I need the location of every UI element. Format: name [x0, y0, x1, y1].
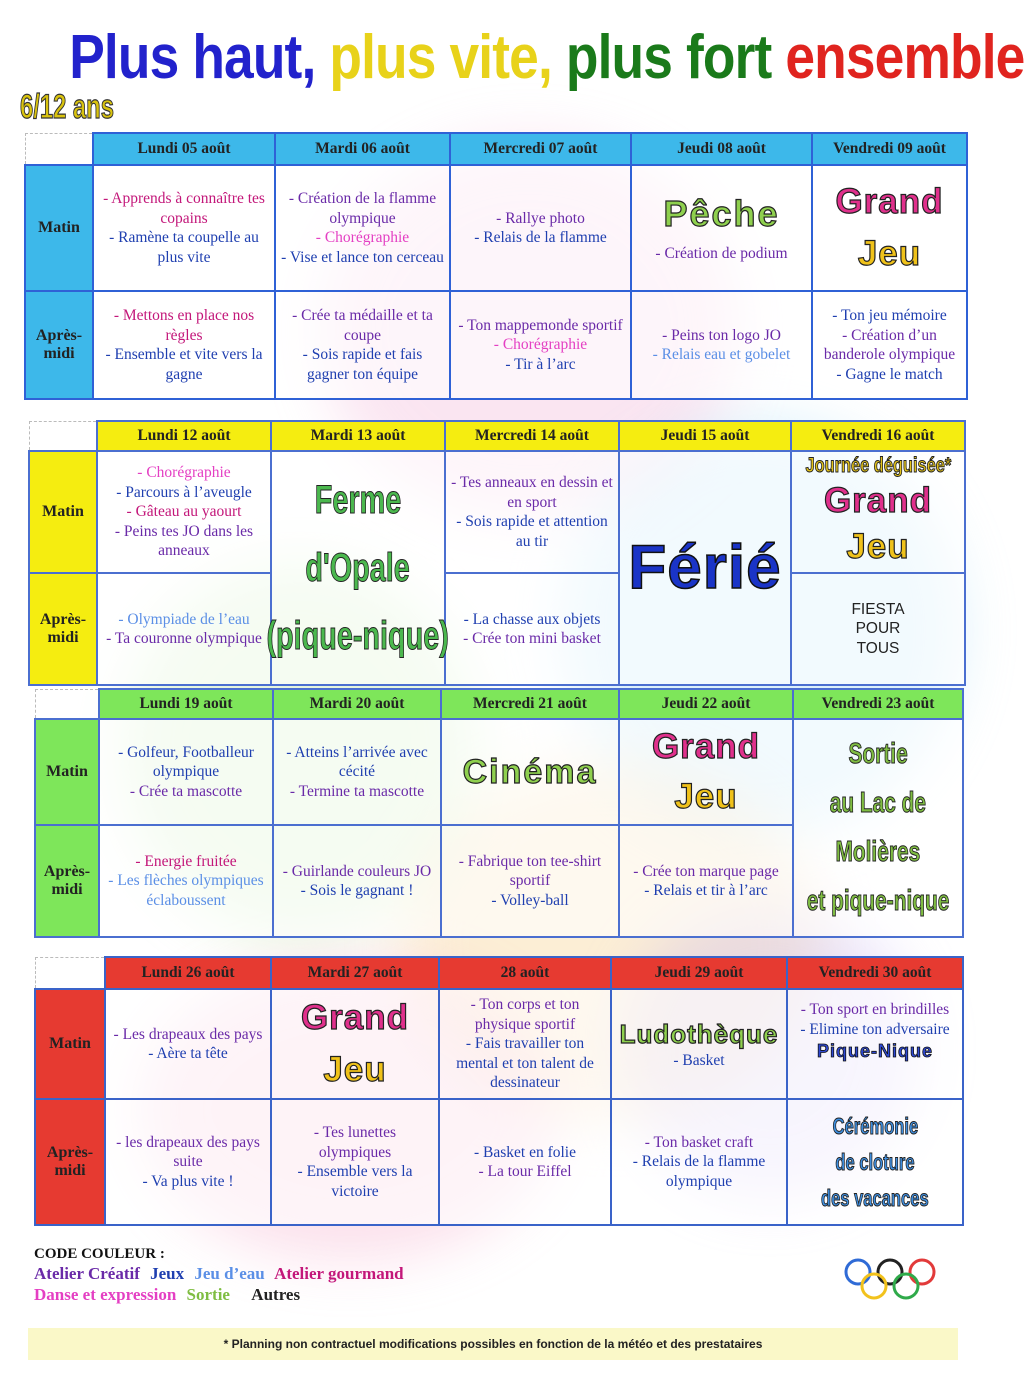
ceremonie-cell	[787, 1099, 963, 1225]
ludotheque-cell	[611, 989, 787, 1099]
row-label-matin: Matin	[29, 451, 97, 573]
activity-item: - Elimine ton adversaire	[800, 1020, 950, 1038]
activity-cell	[450, 165, 631, 291]
ferie-cell	[619, 451, 791, 685]
day-header: Vendredi 16 août	[791, 421, 965, 451]
activity-cell	[611, 1099, 787, 1225]
activity-cell	[445, 573, 619, 685]
day-header: Jeudi 22 août	[619, 689, 793, 719]
activity-item: - Rallye photo	[496, 209, 585, 227]
day-header: Lundi 05 août	[93, 133, 275, 165]
activity-item: - Relais eau et gobelet	[652, 346, 791, 363]
day-header: Jeudi 08 août	[631, 133, 812, 165]
activity-item: - Ramène ta coupelle au plus vite	[109, 229, 259, 266]
activity-item: - Relais et tir à l’arc	[644, 882, 768, 899]
activity-cell	[619, 825, 793, 937]
row-label-matin: Matin	[35, 989, 105, 1099]
activity-item: - Fabrique ton tee-shirt sportif	[458, 852, 602, 890]
activity-item: - Les drapeaux des pays	[113, 1025, 263, 1043]
fiesta-label-3: TOUS	[856, 639, 900, 657]
day-header: Lundi 26 août	[105, 957, 271, 989]
activity-item: - Gâteau au yaourt	[126, 503, 242, 521]
activity-item: - Tir à l’arc	[505, 355, 576, 373]
week-4-table	[34, 956, 964, 1226]
activity-item: - Basket en folie	[473, 1143, 576, 1161]
day-header: Jeudi 15 août	[619, 421, 791, 451]
activity-item: - Relais de la flamme olympique	[632, 1153, 766, 1190]
day-header: Vendredi 23 août	[793, 689, 963, 719]
row-label-matin: Matin	[35, 719, 99, 825]
activity-cell	[812, 291, 967, 399]
legend-autres: Autres	[251, 1285, 301, 1304]
activity-cell	[273, 825, 441, 937]
activity-item: - Gagne le match	[836, 365, 943, 383]
activity-item: - Sois rapide et fais gagner ton équipe	[302, 346, 423, 383]
activity-item: - Création de la flamme olympique	[288, 190, 437, 227]
activity-item: - Mettons en place nos règles	[113, 307, 255, 344]
activity-cell	[93, 165, 275, 291]
activity-item: - Atteins l’arrivée avec cécité	[286, 743, 428, 781]
title-part-2: plus vite,	[329, 23, 552, 92]
day-header: Mardi 20 août	[273, 689, 441, 719]
activity-item: - Guirlande couleurs JO	[282, 862, 432, 880]
activity-item: - Peins tes JO dans les anneaux	[114, 522, 254, 560]
activity-item: - Ton basket craft	[644, 1133, 754, 1151]
week-1-table	[24, 132, 968, 400]
ceremonie-label-2: de cloture	[835, 1149, 915, 1175]
activity-list	[655, 244, 787, 264]
grand-label: Grand	[651, 727, 761, 766]
grand-label: Grand	[823, 481, 933, 520]
fiesta-cell	[791, 573, 965, 685]
corner-cell	[29, 421, 97, 451]
activity-item: - Fais travailler ton mental et ton talent de dessinateur	[456, 1035, 594, 1092]
ferie-label: Férié	[628, 533, 782, 603]
activity-cell	[273, 719, 441, 825]
activity-item: - les drapeaux des pays suite	[116, 1133, 260, 1171]
olympic-rings-icon	[842, 1256, 938, 1304]
activity-item: - Création de podium	[655, 245, 788, 263]
activity-item: - Olympiade de l’eau	[118, 610, 250, 628]
ferme-label-2: d'Opale	[305, 546, 411, 590]
activity-item: - Volley-ball	[491, 891, 569, 909]
title-part-4: ensemble	[785, 23, 1024, 92]
jeu-label: Jeu	[846, 527, 910, 566]
sortie-label-4: et pique-nique	[806, 885, 950, 917]
activity-item: - Apprends à connaître tes copains	[103, 190, 265, 227]
ferme-label-3: (pique-nique)	[266, 614, 450, 658]
activity-item: - Ton sport en brindilles	[800, 1001, 950, 1018]
activity-item: - Crée ton marque page	[633, 862, 779, 880]
row-label-apres-midi: Après- midi	[35, 1099, 105, 1225]
activity-cell	[271, 1099, 439, 1225]
day-header: Vendredi 09 août	[812, 133, 967, 165]
row-label-apres-midi: Après- midi	[25, 291, 93, 399]
activity-cell	[97, 451, 271, 573]
activity-item: - Crée ta mascotte	[129, 782, 243, 800]
ludotheque-label: Ludothèque	[619, 1019, 779, 1050]
journee-deguisee-label: Journée déguisée*	[805, 454, 951, 477]
ceremonie-label-1: Cérémonie	[832, 1113, 918, 1139]
legend-gourmand: Atelier gourmand	[274, 1264, 404, 1283]
ferme-label-1: Ferme	[314, 478, 402, 522]
grand-jeu-cell	[619, 719, 793, 825]
day-header: 28 août	[439, 957, 611, 989]
cinema-label: Cinéma	[462, 753, 598, 791]
sortie-label-2: au Lac de	[829, 787, 927, 819]
fiesta-label-2: POUR	[855, 620, 901, 638]
corner-cell	[35, 957, 105, 989]
jeu-label: Jeu	[674, 777, 738, 816]
ceremonie-label-3: des vacances	[821, 1185, 929, 1211]
day-header: Mercredi 07 août	[450, 133, 631, 165]
activity-cell	[97, 573, 271, 685]
activity-cell	[787, 989, 963, 1099]
activity-cell	[99, 825, 273, 937]
activity-item: - La tour Eiffel	[478, 1163, 572, 1180]
pique-nique-label: Pique-Nique	[816, 1041, 933, 1061]
day-header: Mardi 06 août	[275, 133, 450, 165]
sortie-label-3: Molières	[835, 836, 921, 868]
activity-item: - Energie fruitée	[135, 852, 237, 870]
day-header: Jeudi 29 août	[611, 957, 787, 989]
sortie-lac-cell	[793, 719, 963, 937]
activity-cell	[439, 989, 611, 1099]
day-header: Mercredi 21 août	[441, 689, 619, 719]
activity-item: - Crée ton mini basket	[463, 630, 601, 647]
activity-item: - Ensemble et vite vers la gagne	[105, 346, 263, 383]
color-legend	[34, 1246, 410, 1305]
sortie-label-1: Sortie	[848, 738, 908, 770]
activity-item: - Va plus vite !	[142, 1172, 234, 1190]
peche-label: Pêche	[663, 193, 780, 235]
activity-item: - Tes anneaux en dessin et en sport	[451, 474, 613, 511]
jeu-label: Jeu	[323, 1050, 387, 1089]
page-title	[69, 18, 1024, 98]
activity-item: - Crée ta médaille et ta coupe	[292, 307, 433, 344]
week-3-table	[34, 688, 964, 938]
activity-item: - Ton corps et ton physique sportif	[470, 996, 580, 1033]
activity-cell	[441, 825, 619, 937]
activity-item: - Les flèches olympiques éclaboussent	[108, 872, 264, 909]
activity-cell	[631, 291, 812, 399]
legend-title: CODE COULEUR :	[34, 1246, 165, 1262]
day-header: Lundi 19 août	[99, 689, 273, 719]
day-header: Mardi 13 août	[271, 421, 445, 451]
title-part-1: Plus haut,	[69, 23, 316, 92]
legend-eau: Jeu d’eau	[194, 1264, 265, 1283]
legend-jeux: Jeux	[150, 1264, 185, 1283]
legend-sortie: Sortie	[186, 1285, 230, 1304]
activity-cell	[99, 719, 273, 825]
title-part-3: plus fort	[565, 23, 772, 92]
fiesta-label-1: FIESTA	[851, 600, 905, 618]
activity-item: - Tes lunettes olympiques	[313, 1124, 397, 1161]
activity-item: - Peins ton logo JO	[662, 326, 781, 344]
activity-item: - Basket	[673, 1052, 725, 1070]
activity-cell	[93, 291, 275, 399]
row-label-apres-midi: Après- midi	[35, 825, 99, 937]
legend-danse: Danse et expression	[34, 1285, 177, 1304]
activity-cell	[445, 451, 619, 573]
activity-item: - Ta couronne olympique	[106, 630, 262, 647]
activity-cell	[275, 165, 450, 291]
activity-item: - Chorégraphie	[137, 464, 231, 482]
grand-jeu-cell	[791, 451, 965, 573]
activity-item: - Ton jeu mémoire	[832, 307, 947, 324]
age-group-label: 6/12 ans	[20, 88, 114, 126]
activity-item: - Termine ta mascotte	[289, 782, 425, 800]
grand-label: Grand	[835, 182, 944, 221]
day-header: Mardi 27 août	[271, 957, 439, 989]
corner-cell	[35, 689, 99, 719]
day-header: Vendredi 30 août	[787, 957, 963, 989]
activity-list	[673, 1051, 724, 1071]
activity-cell	[105, 989, 271, 1099]
activity-item: - Sois rapide et attention au tir	[456, 513, 608, 550]
peche-cell	[631, 165, 812, 291]
activity-item: - Chorégraphie	[315, 229, 410, 246]
legend-creatif: Atelier Créatif	[34, 1264, 140, 1283]
grand-jeu-cell	[271, 989, 439, 1099]
activity-item: - Aère ta tête	[148, 1045, 228, 1062]
activity-cell	[450, 291, 631, 399]
grand-jeu-cell	[812, 165, 967, 291]
activity-list	[800, 1000, 949, 1039]
corner-cell	[25, 133, 93, 165]
activity-cell	[275, 291, 450, 399]
activity-item: - Golfeur, Footballeur olympique	[118, 743, 254, 781]
activity-item: - La chasse aux objets	[463, 610, 601, 628]
row-label-matin: Matin	[25, 165, 93, 291]
activity-item: - Vise et lance ton cerceau	[281, 248, 444, 266]
day-header: Mercredi 14 août	[445, 421, 619, 451]
activity-item: - Relais de la flamme	[474, 229, 607, 246]
day-header: Lundi 12 août	[97, 421, 271, 451]
activity-cell	[105, 1099, 271, 1225]
activity-item: - Création d’un banderole olympique	[823, 326, 956, 363]
activity-item: - Ensemble vers la victoire	[297, 1163, 413, 1200]
activity-item: - Sois le gagnant !	[300, 882, 414, 899]
activity-cell	[439, 1099, 611, 1225]
activity-item: - Chorégraphie	[493, 336, 588, 354]
week-2-table	[28, 420, 966, 686]
ferme-opale-cell	[266, 451, 450, 685]
footnote: * Planning non contractuel modifications possibles en fonction de la météo et des prestataires	[28, 1328, 958, 1360]
activity-item: - Parcours à l’aveugle	[116, 483, 252, 501]
grand-label: Grand	[300, 998, 410, 1037]
jeu-label: Jeu	[857, 234, 922, 273]
cinema-cell	[441, 719, 619, 825]
row-label-apres-midi: Après- midi	[29, 573, 97, 685]
activity-item: - Ton mappemonde sportif	[458, 316, 623, 334]
